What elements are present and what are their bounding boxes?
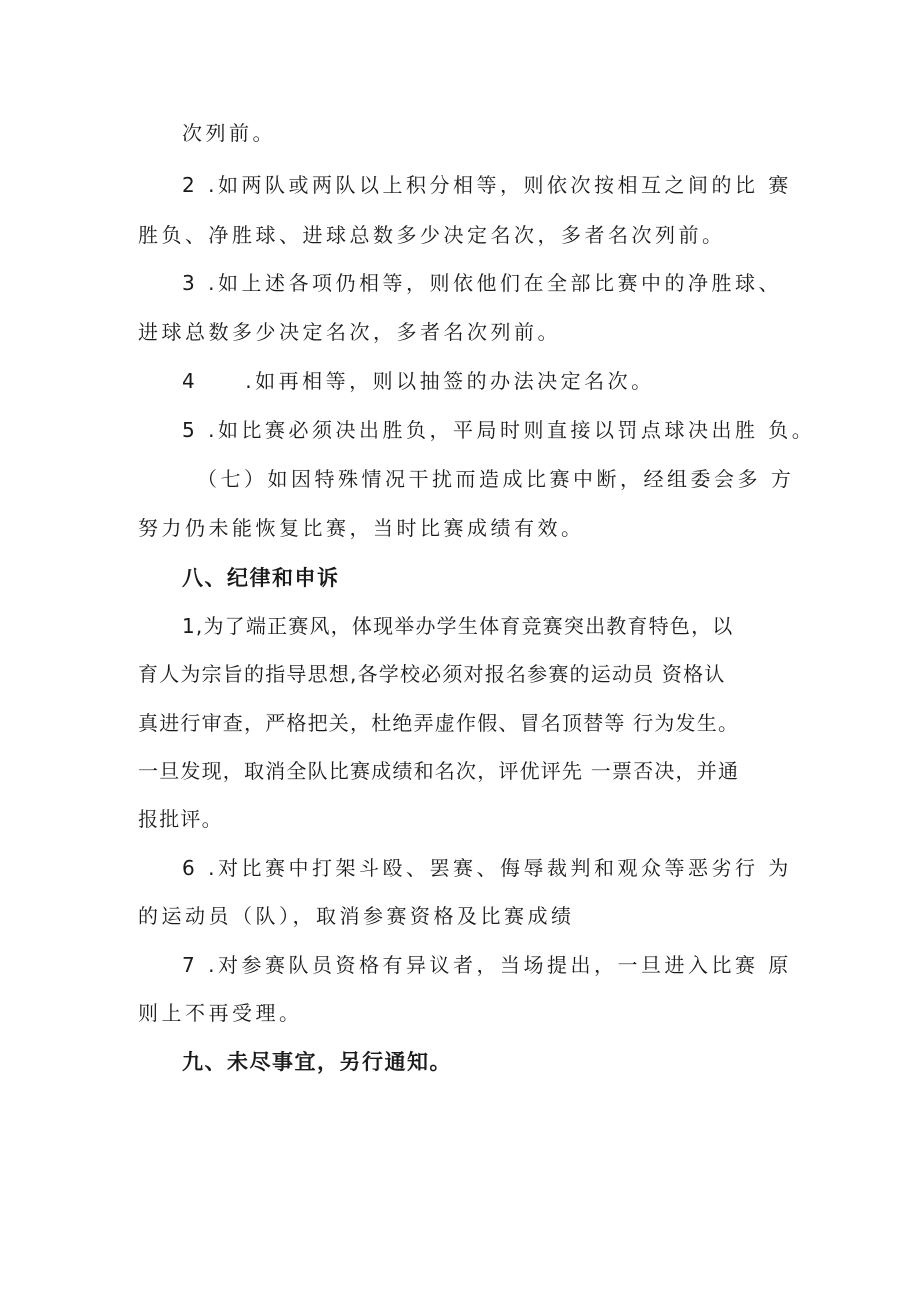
text-line: 努力仍未能恢复比赛，当时比赛成绩有效。 (138, 516, 585, 540)
text-line: 1,为了端正赛风，体现举办学生体育竞赛突出教育特色，以 (182, 614, 734, 638)
text-line: 4 .如再相等，则以抽签的办法决定名次。 (182, 369, 655, 393)
text-line: 次列前。 (182, 121, 276, 145)
text-line: 的运动员（队），取消参赛资格及比赛成绩 (138, 904, 575, 928)
section-heading: 八、纪律和申诉 (182, 566, 340, 590)
text-line: （七）如因特殊情况干扰而造成比赛中断，经组委会多 方 (197, 467, 795, 491)
text-line: 2 .如两队或两队以上积分相等，则依次按相互之间的比 赛 (182, 173, 792, 197)
text-line: 报批评。 (138, 807, 223, 831)
text-line: 一旦发现，取消全队比赛成绩和名次，评优评先 一票否决，并通 (138, 759, 740, 783)
text-line: 育人为宗旨的指导思想,各学校必须对报名参赛的运动员 资格认 (138, 662, 726, 686)
text-line: 进球总数多少决定名次，多者名次列前。 (138, 320, 561, 344)
text-line: 胜负、净胜球、进球总数多少决定名次，多者名次列前。 (138, 223, 726, 247)
section-heading: 九、未尽事宜，另行通知。 (182, 1050, 452, 1074)
text-line: 6 .对比赛中打架斗殴、罢赛、侮辱裁判和观众等恶劣行 为 (182, 856, 792, 880)
text-line: 真进行审查，严格把关，杜绝弄虚作假、冒名顶替等 行为发生。 (138, 711, 740, 735)
text-line: 则上不再受理。 (138, 1001, 303, 1025)
text-line: 7 .对参赛队员资格有异议者，当场提出，一旦进入比赛 原 (182, 953, 792, 977)
text-line: 3 .如上述各项仍相等，则依他们在全部比赛中的净胜球、 (182, 271, 782, 295)
text-line: 5 .如比赛必须决出胜负，平局时则直接以罚点球决出胜 负。 (182, 418, 816, 442)
